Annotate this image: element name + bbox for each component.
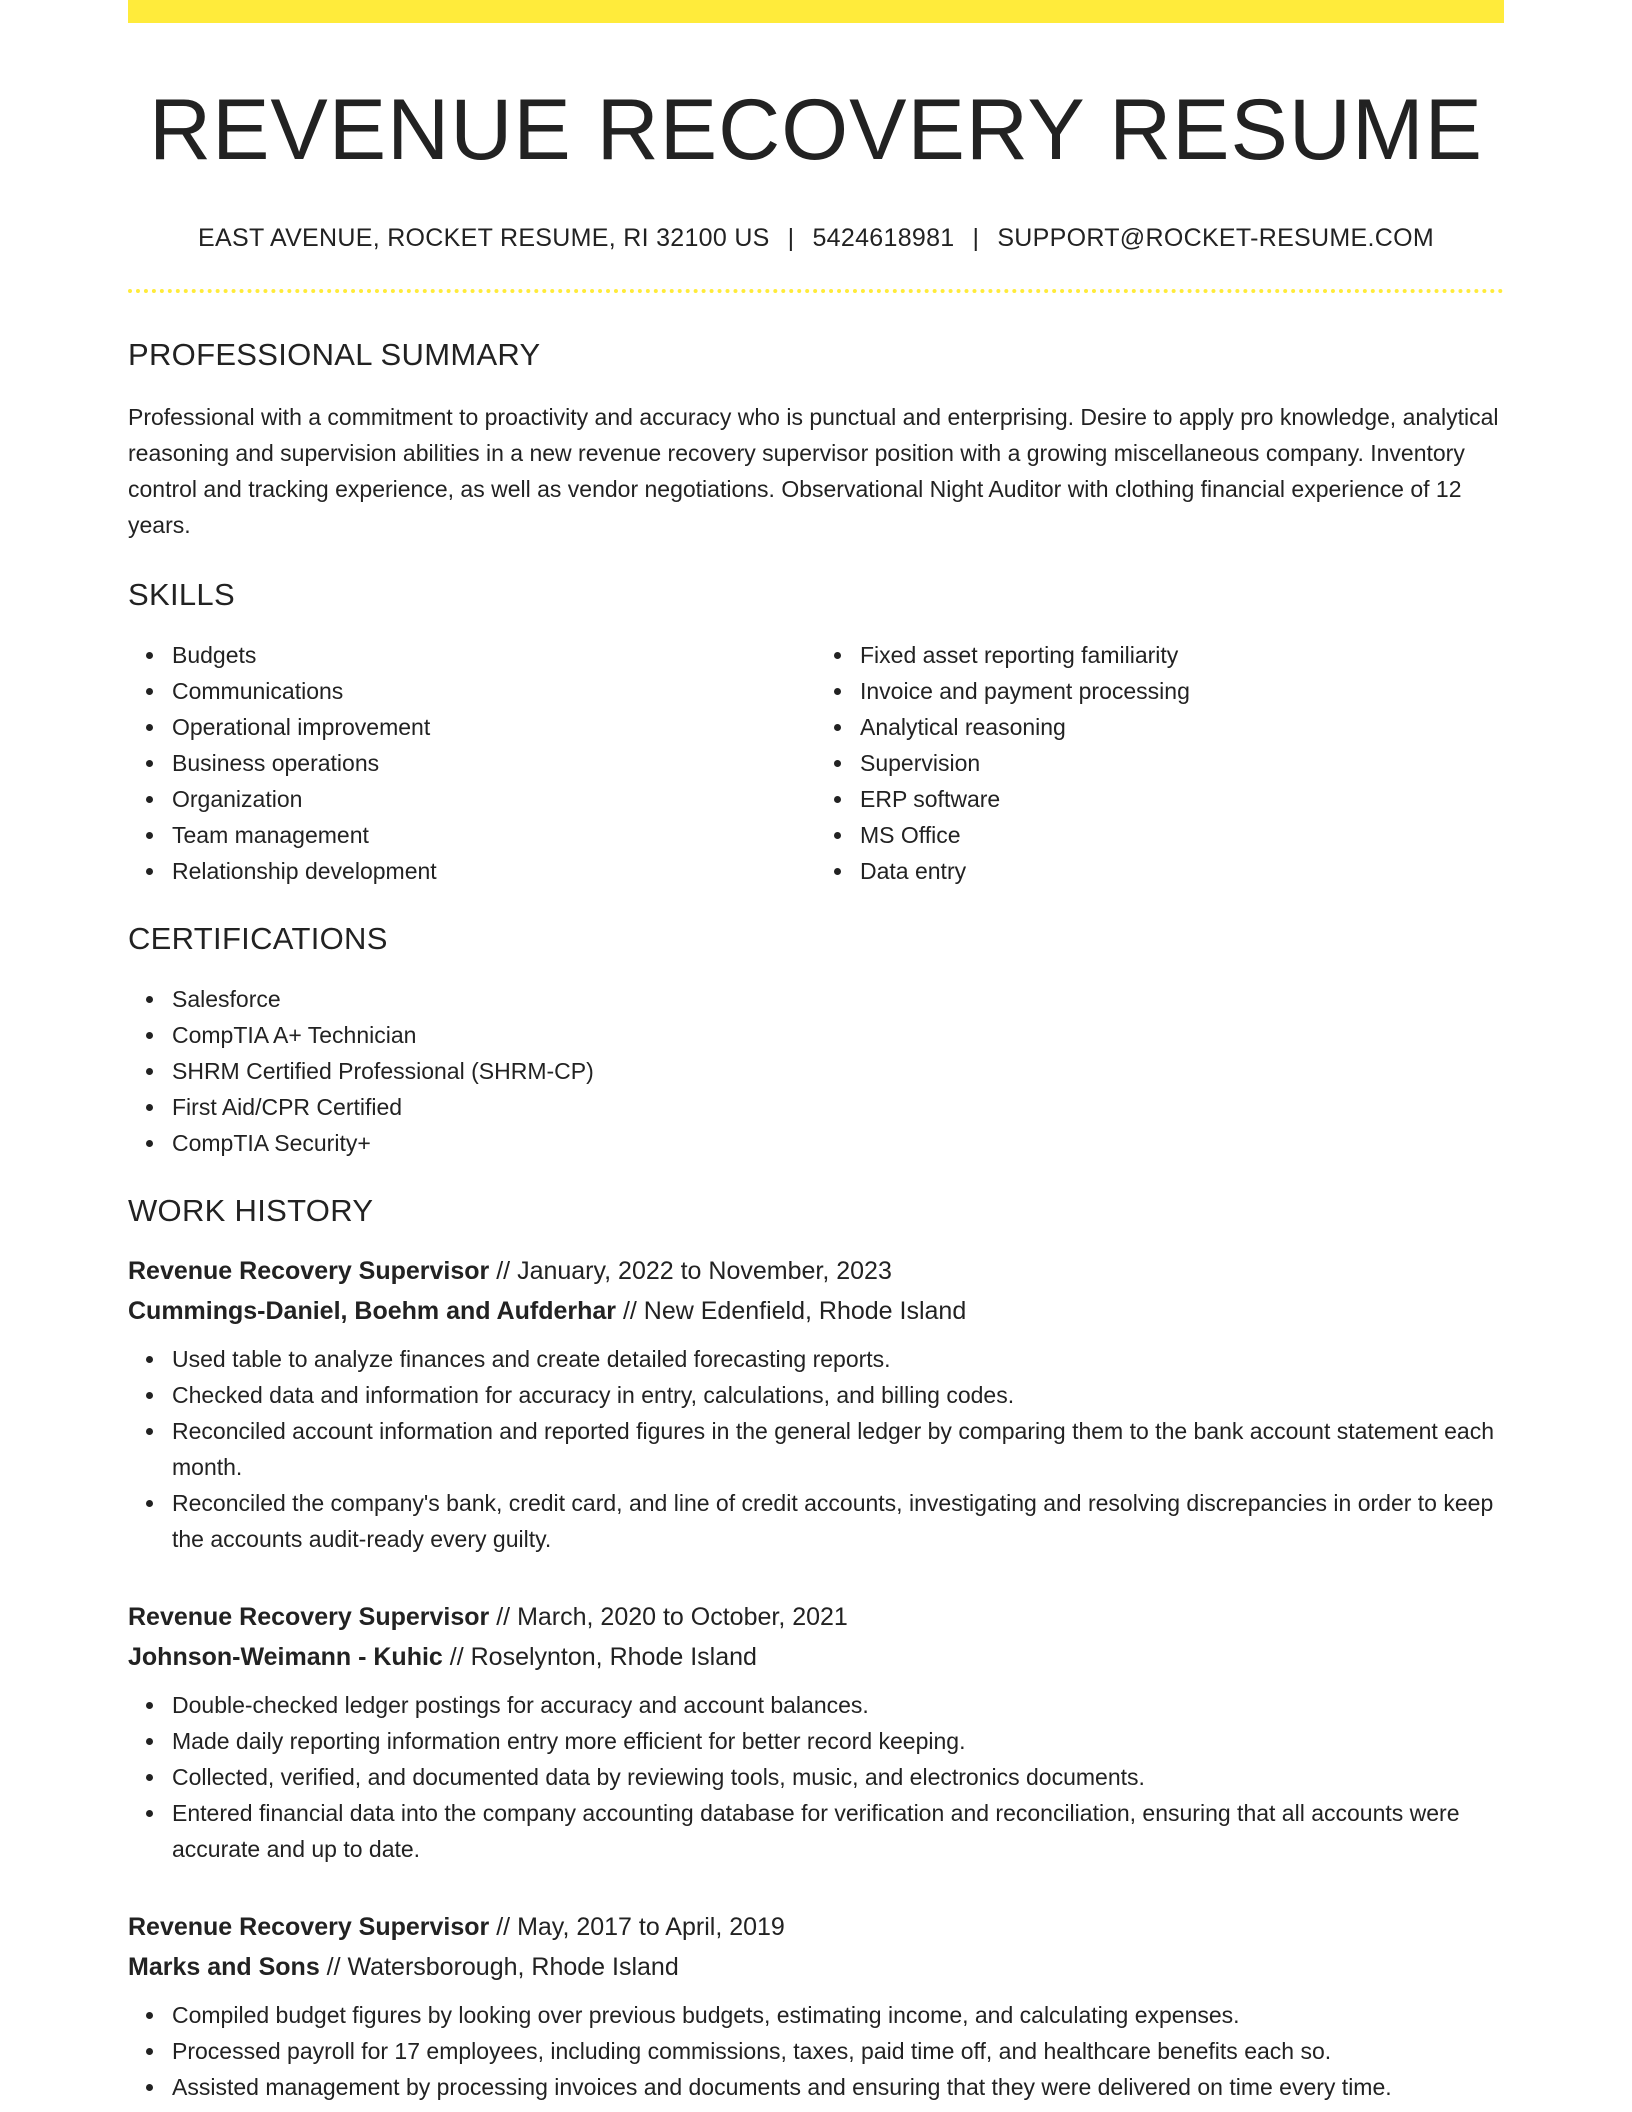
job-role: Revenue Recovery Supervisor — [128, 1912, 490, 1941]
job-company-line — [128, 1947, 1504, 1987]
skill-item: MS Office — [860, 817, 1504, 853]
job-bullets — [128, 1341, 1504, 1557]
job-bullet: Entered financial data into the company accounting database for verification and reconciliation, ensuring that all accounts were accurate and up to date. — [172, 1795, 1504, 1867]
job-location: // Watersborough, Rhode Island — [319, 1952, 679, 1981]
job-entry — [128, 1907, 1504, 2105]
job-bullet: Assisted management by processing invoices and documents and ensuring that they were delivered on time every time. — [172, 2069, 1504, 2105]
job-title-line — [128, 1597, 1504, 1637]
skill-item: Analytical reasoning — [860, 709, 1504, 745]
job-title-line — [128, 1907, 1504, 1947]
skill-item: Communications — [172, 673, 816, 709]
skills-list-right — [816, 637, 1504, 889]
job-location: // Roselynton, Rhode Island — [442, 1642, 757, 1671]
job-bullet: Processed payroll for 17 employees, including commissions, taxes, paid time off, and healthcare benefits each so. — [172, 2033, 1504, 2069]
job-role: Revenue Recovery Supervisor — [128, 1602, 490, 1631]
skill-item: Invoice and payment processing — [860, 673, 1504, 709]
job-location: // New Edenfield, Rhode Island — [616, 1296, 967, 1325]
job-company: Johnson-Weimann - Kuhic — [128, 1642, 443, 1671]
job-entry — [128, 1251, 1504, 1557]
job-bullet: Reconciled account information and reported figures in the general ledger by comparing them to the bank account statement each month. — [172, 1413, 1504, 1485]
certification-item: SHRM Certified Professional (SHRM-CP) — [172, 1053, 1504, 1089]
job-dates: // January, 2022 to November, 2023 — [489, 1256, 892, 1285]
skill-item: Operational improvement — [172, 709, 816, 745]
skill-item: ERP software — [860, 781, 1504, 817]
job-company-line — [128, 1637, 1504, 1677]
contact-separator: | — [787, 223, 795, 252]
job-dates: // May, 2017 to April, 2019 — [489, 1912, 785, 1941]
skill-item: Fixed asset reporting familiarity — [860, 637, 1504, 673]
certification-item: CompTIA Security+ — [172, 1125, 1504, 1161]
skill-item: Budgets — [172, 637, 816, 673]
skills-columns — [128, 637, 1504, 889]
job-title-line — [128, 1251, 1504, 1291]
resume-title: REVENUE RECOVERY RESUME — [148, 82, 1484, 178]
job-bullet: Collected, verified, and documented data by reviewing tools, music, and electronics documents. — [172, 1759, 1504, 1795]
job-bullets — [128, 1997, 1504, 2105]
job-bullet: Made daily reporting information entry more efficient for better record keeping. — [172, 1723, 1504, 1759]
job-bullets — [128, 1687, 1504, 1867]
job-bullet: Used table to analyze finances and create detailed forecasting reports. — [172, 1341, 1504, 1377]
contact-line — [128, 224, 1504, 253]
job-entry — [128, 1597, 1504, 1867]
job-bullet: Double-checked ledger postings for accuracy and account balances. — [172, 1687, 1504, 1723]
contact-phone: 5424618981 — [812, 223, 955, 252]
skill-item: Relationship development — [172, 853, 816, 889]
certification-item: First Aid/CPR Certified — [172, 1089, 1504, 1125]
skill-item: Organization — [172, 781, 816, 817]
skill-item: Supervision — [860, 745, 1504, 781]
job-company: Marks and Sons — [128, 1952, 320, 1981]
summary-heading: PROFESSIONAL SUMMARY — [128, 336, 541, 372]
certification-item: Salesforce — [172, 981, 1504, 1017]
work-history-list — [128, 1251, 1504, 2105]
skill-item: Team management — [172, 817, 816, 853]
dotted-divider — [128, 289, 1504, 293]
contact-separator: | — [972, 223, 980, 252]
contact-address: EAST AVENUE, ROCKET RESUME, RI 32100 US — [198, 223, 770, 252]
skills-list-left — [128, 637, 816, 889]
summary-text: Professional with a commitment to proactivity and accuracy who is punctual and enterprising. Desire to apply pro knowledge, analytical reasoning and supervision abilities in a new revenue recovery supervisor position with a growing miscellaneous company. Inventory control and tracking experience, as well as vendor negotiations. Observational Night Auditor with clothing financial experience of 12 years. — [128, 403, 1499, 538]
work-history-heading: WORK HISTORY — [128, 1192, 374, 1228]
contact-email: SUPPORT@ROCKET-RESUME.COM — [997, 223, 1434, 252]
accent-top-bar — [128, 0, 1504, 23]
job-company: Cummings-Daniel, Boehm and Aufderhar — [128, 1296, 617, 1325]
job-bullet: Checked data and information for accuracy in entry, calculations, and billing codes. — [172, 1377, 1504, 1413]
skill-item: Business operations — [172, 745, 816, 781]
job-role: Revenue Recovery Supervisor — [128, 1256, 490, 1285]
certifications-heading: CERTIFICATIONS — [128, 920, 388, 956]
job-dates: // March, 2020 to October, 2021 — [489, 1602, 848, 1631]
job-bullet: Compiled budget figures by looking over previous budgets, estimating income, and calculating expenses. — [172, 1997, 1504, 2033]
skills-heading: SKILLS — [128, 576, 235, 612]
job-company-line — [128, 1291, 1504, 1331]
job-bullet: Reconciled the company's bank, credit card, and line of credit accounts, investigating and resolving discrepancies in order to keep the accounts audit-ready every guilty. — [172, 1485, 1504, 1557]
skill-item: Data entry — [860, 853, 1504, 889]
certifications-list — [128, 981, 1504, 1161]
certification-item: CompTIA A+ Technician — [172, 1017, 1504, 1053]
resume-page — [128, 0, 1504, 2105]
